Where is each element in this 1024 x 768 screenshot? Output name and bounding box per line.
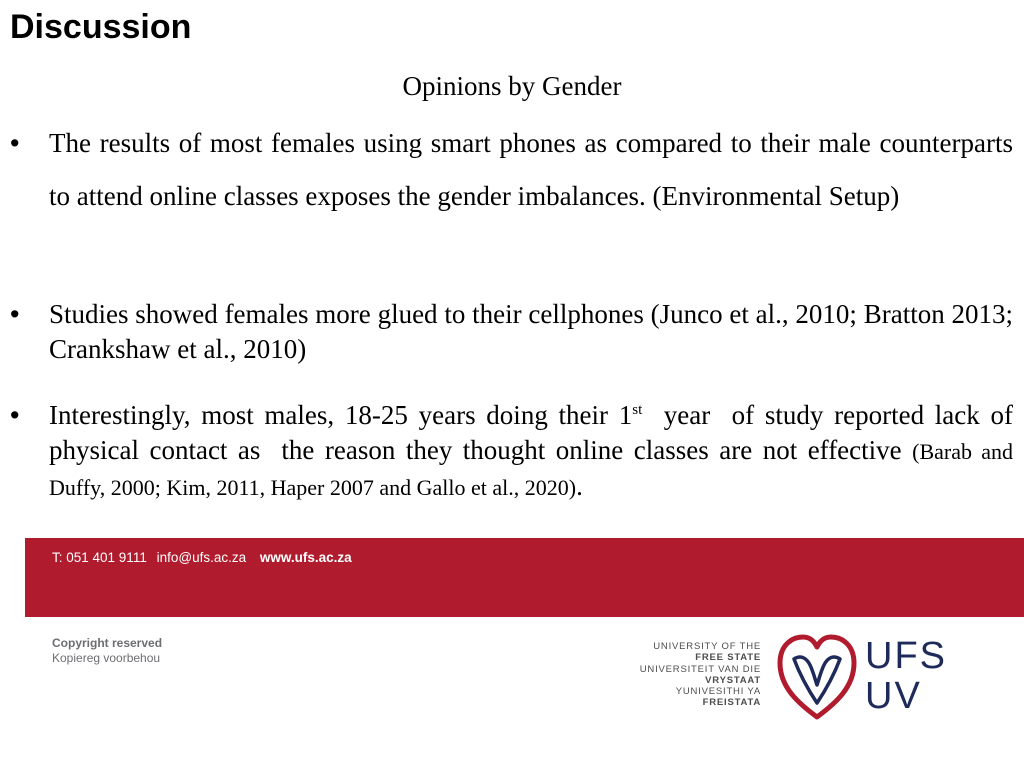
footer-contact-bar (25, 538, 1024, 617)
university-names (600, 641, 761, 709)
university-name-line: FREISTATA (702, 697, 761, 709)
email-link[interactable]: info@ufs.ac.za (156, 550, 247, 565)
slide-title: Discussion (10, 8, 192, 46)
citation: (Barab and Duffy, 2000; Kim, 2011, Haper 2007 and Gallo et al., 2020) (49, 439, 1014, 500)
ordinal-superscript: st (632, 402, 643, 418)
logo-line-ufs: UFS (865, 635, 947, 677)
slide-subtitle: Opinions by Gender (402, 71, 622, 101)
copyright-notice (52, 636, 162, 666)
logo-line-uv: UV (865, 675, 922, 717)
phone-number: T: 051 401 9111 (52, 550, 147, 565)
bullet-dot: • (10, 128, 20, 158)
bullet-text: The results of most females using smart phones as compared to their male counterparts to attend online classes exposes the gender imbalances. (Environmental Setup) (49, 128, 1013, 211)
bullet-text-part: year of study reported lack of physical contact as the reason they thought online classes are not (49, 400, 1020, 465)
university-name-line: VRYSTAAT (705, 674, 761, 686)
bullet-item (10, 398, 1020, 505)
contact-info (52, 550, 358, 565)
ufs-logo-wordmark (865, 636, 947, 716)
bullet-text (49, 398, 1020, 505)
bullet-dot: • (10, 400, 20, 430)
university-name-line: UNIVERSITEIT VAN DIE (639, 663, 761, 675)
copyright-line-english: Copyright reserved (52, 636, 163, 650)
university-name-line: YUNIVESITHI YA (675, 686, 761, 698)
bullet-item (10, 297, 1013, 367)
website-link[interactable]: www.ufs.ac.za (259, 550, 352, 565)
sentence-end: . (576, 471, 583, 501)
bullet-text: Studies showed females more glued to their cellphones (Junco et al., 2010; Bratton 2013; Crankshaw et al., 2010) (49, 299, 1013, 364)
bullet-dot: • (10, 299, 20, 329)
university-name-line: FREE STATE (695, 652, 761, 664)
bullet-text-part: Interestingly, most males, 18-25 years doing their 1 (49, 400, 633, 430)
ufs-heart-emblem-icon (776, 633, 858, 721)
university-name-line: UNIVERSITY OF THE (653, 641, 761, 652)
copyright-line-afrikaans: Kopiereg voorbehou (52, 651, 161, 665)
emphasis-word: effective (807, 435, 902, 465)
bullet-item (10, 117, 1013, 223)
